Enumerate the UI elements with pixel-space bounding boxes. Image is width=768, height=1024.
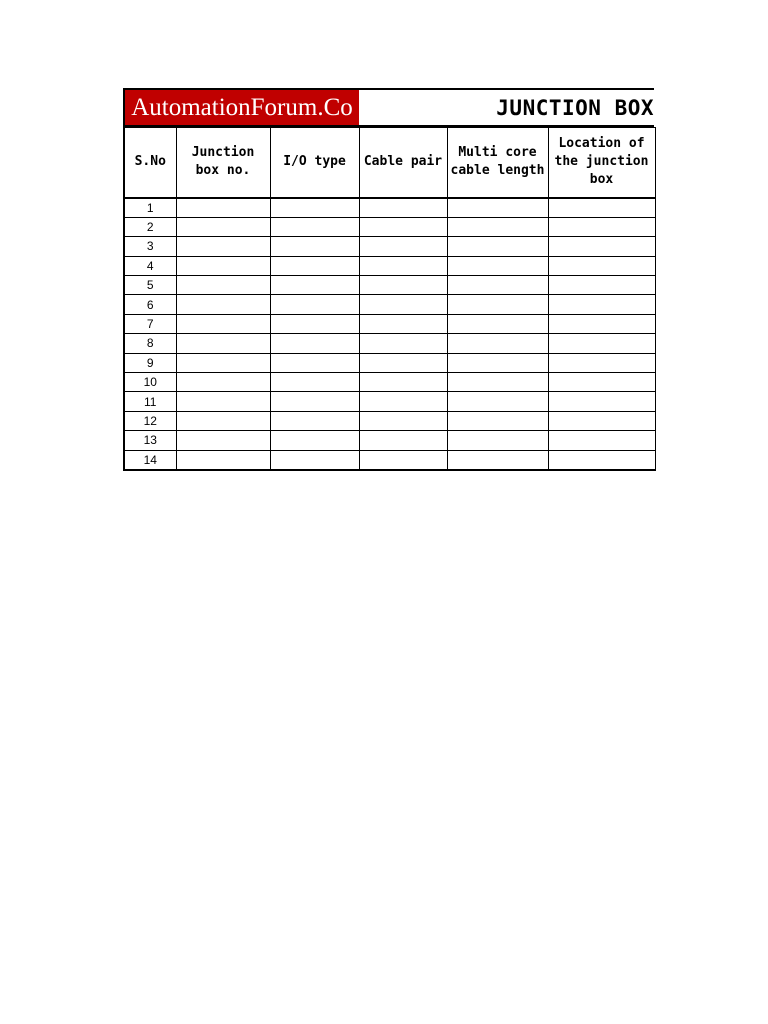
io-type-cell[interactable] [270, 450, 359, 470]
multi-core-cable-length-cell[interactable] [447, 431, 548, 450]
cable-pair-cell[interactable] [359, 237, 447, 256]
location-cell[interactable] [548, 295, 655, 314]
cable-pair-cell[interactable] [359, 314, 447, 333]
multi-core-cable-length-cell[interactable] [447, 450, 548, 470]
serial-number-cell: 2 [124, 217, 176, 236]
table-row [124, 295, 655, 314]
cable-pair-cell[interactable] [359, 276, 447, 295]
table-row [124, 334, 655, 353]
junction-box-table [123, 127, 656, 471]
multi-core-cable-length-cell[interactable] [447, 392, 548, 411]
table-row [124, 314, 655, 333]
location-cell[interactable] [548, 450, 655, 470]
table-row [124, 411, 655, 430]
document-title: JUNCTION BOX [496, 95, 654, 120]
column-header-location: Location of the junction box [548, 128, 655, 198]
cable-pair-cell[interactable] [359, 295, 447, 314]
junction-box-sheet [123, 88, 654, 471]
junction-box-no-cell[interactable] [176, 334, 270, 353]
cable-pair-cell[interactable] [359, 256, 447, 275]
multi-core-cable-length-cell[interactable] [447, 353, 548, 372]
serial-number-cell: 4 [124, 256, 176, 275]
location-cell[interactable] [548, 237, 655, 256]
io-type-cell[interactable] [270, 334, 359, 353]
serial-number-cell: 11 [124, 392, 176, 411]
location-cell[interactable] [548, 353, 655, 372]
cable-pair-cell[interactable] [359, 392, 447, 411]
location-cell[interactable] [548, 314, 655, 333]
multi-core-cable-length-cell[interactable] [447, 334, 548, 353]
cable-pair-cell[interactable] [359, 353, 447, 372]
table-row [124, 431, 655, 450]
io-type-cell[interactable] [270, 431, 359, 450]
junction-box-no-cell[interactable] [176, 450, 270, 470]
table-row [124, 237, 655, 256]
io-type-cell[interactable] [270, 411, 359, 430]
junction-box-no-cell[interactable] [176, 373, 270, 392]
table-row [124, 198, 655, 218]
multi-core-cable-length-cell[interactable] [447, 237, 548, 256]
junction-box-no-cell[interactable] [176, 353, 270, 372]
serial-number-cell: 13 [124, 431, 176, 450]
cable-pair-cell[interactable] [359, 411, 447, 430]
junction-box-no-cell[interactable] [176, 256, 270, 275]
cable-pair-cell[interactable] [359, 198, 447, 218]
junction-box-no-cell[interactable] [176, 198, 270, 218]
table-row [124, 373, 655, 392]
location-cell[interactable] [548, 217, 655, 236]
cable-pair-cell[interactable] [359, 334, 447, 353]
multi-core-cable-length-cell[interactable] [447, 198, 548, 218]
junction-box-no-cell[interactable] [176, 276, 270, 295]
column-header-sno: S.No [124, 128, 176, 198]
brand-logo: AutomationForum.Co [125, 90, 359, 125]
cable-pair-cell[interactable] [359, 373, 447, 392]
table-row [124, 256, 655, 275]
serial-number-cell: 8 [124, 334, 176, 353]
column-header-junction-box-no: Junction box no. [176, 128, 270, 198]
junction-box-no-cell[interactable] [176, 392, 270, 411]
serial-number-cell: 9 [124, 353, 176, 372]
table-row [124, 353, 655, 372]
io-type-cell[interactable] [270, 198, 359, 218]
multi-core-cable-length-cell[interactable] [447, 217, 548, 236]
location-cell[interactable] [548, 334, 655, 353]
serial-number-cell: 10 [124, 373, 176, 392]
serial-number-cell: 7 [124, 314, 176, 333]
serial-number-cell: 5 [124, 276, 176, 295]
cable-pair-cell[interactable] [359, 450, 447, 470]
multi-core-cable-length-cell[interactable] [447, 256, 548, 275]
column-header-io-type: I/O type [270, 128, 359, 198]
column-header-multi-core-cable-length: Multi core cable length [447, 128, 548, 198]
io-type-cell[interactable] [270, 217, 359, 236]
junction-box-no-cell[interactable] [176, 411, 270, 430]
location-cell[interactable] [548, 198, 655, 218]
table-row [124, 450, 655, 470]
location-cell[interactable] [548, 276, 655, 295]
junction-box-no-cell[interactable] [176, 217, 270, 236]
serial-number-cell: 1 [124, 198, 176, 218]
io-type-cell[interactable] [270, 276, 359, 295]
multi-core-cable-length-cell[interactable] [447, 314, 548, 333]
io-type-cell[interactable] [270, 256, 359, 275]
multi-core-cable-length-cell[interactable] [447, 276, 548, 295]
io-type-cell[interactable] [270, 373, 359, 392]
io-type-cell[interactable] [270, 392, 359, 411]
serial-number-cell: 6 [124, 295, 176, 314]
location-cell[interactable] [548, 392, 655, 411]
io-type-cell[interactable] [270, 314, 359, 333]
location-cell[interactable] [548, 411, 655, 430]
serial-number-cell: 3 [124, 237, 176, 256]
table-row [124, 276, 655, 295]
io-type-cell[interactable] [270, 237, 359, 256]
serial-number-cell: 12 [124, 411, 176, 430]
location-cell[interactable] [548, 431, 655, 450]
multi-core-cable-length-cell[interactable] [447, 411, 548, 430]
junction-box-no-cell[interactable] [176, 314, 270, 333]
multi-core-cable-length-cell[interactable] [447, 373, 548, 392]
table-row [124, 392, 655, 411]
serial-number-cell: 14 [124, 450, 176, 470]
junction-box-no-cell[interactable] [176, 237, 270, 256]
io-type-cell[interactable] [270, 295, 359, 314]
io-type-cell[interactable] [270, 353, 359, 372]
multi-core-cable-length-cell[interactable] [447, 295, 548, 314]
table-row [124, 217, 655, 236]
location-cell[interactable] [548, 256, 655, 275]
cable-pair-cell[interactable] [359, 431, 447, 450]
column-header-cable-pair: Cable pair [359, 128, 447, 198]
sheet-banner [123, 88, 654, 127]
junction-box-no-cell[interactable] [176, 295, 270, 314]
table-header-row [124, 128, 655, 198]
location-cell[interactable] [548, 373, 655, 392]
cable-pair-cell[interactable] [359, 217, 447, 236]
junction-box-no-cell[interactable] [176, 431, 270, 450]
